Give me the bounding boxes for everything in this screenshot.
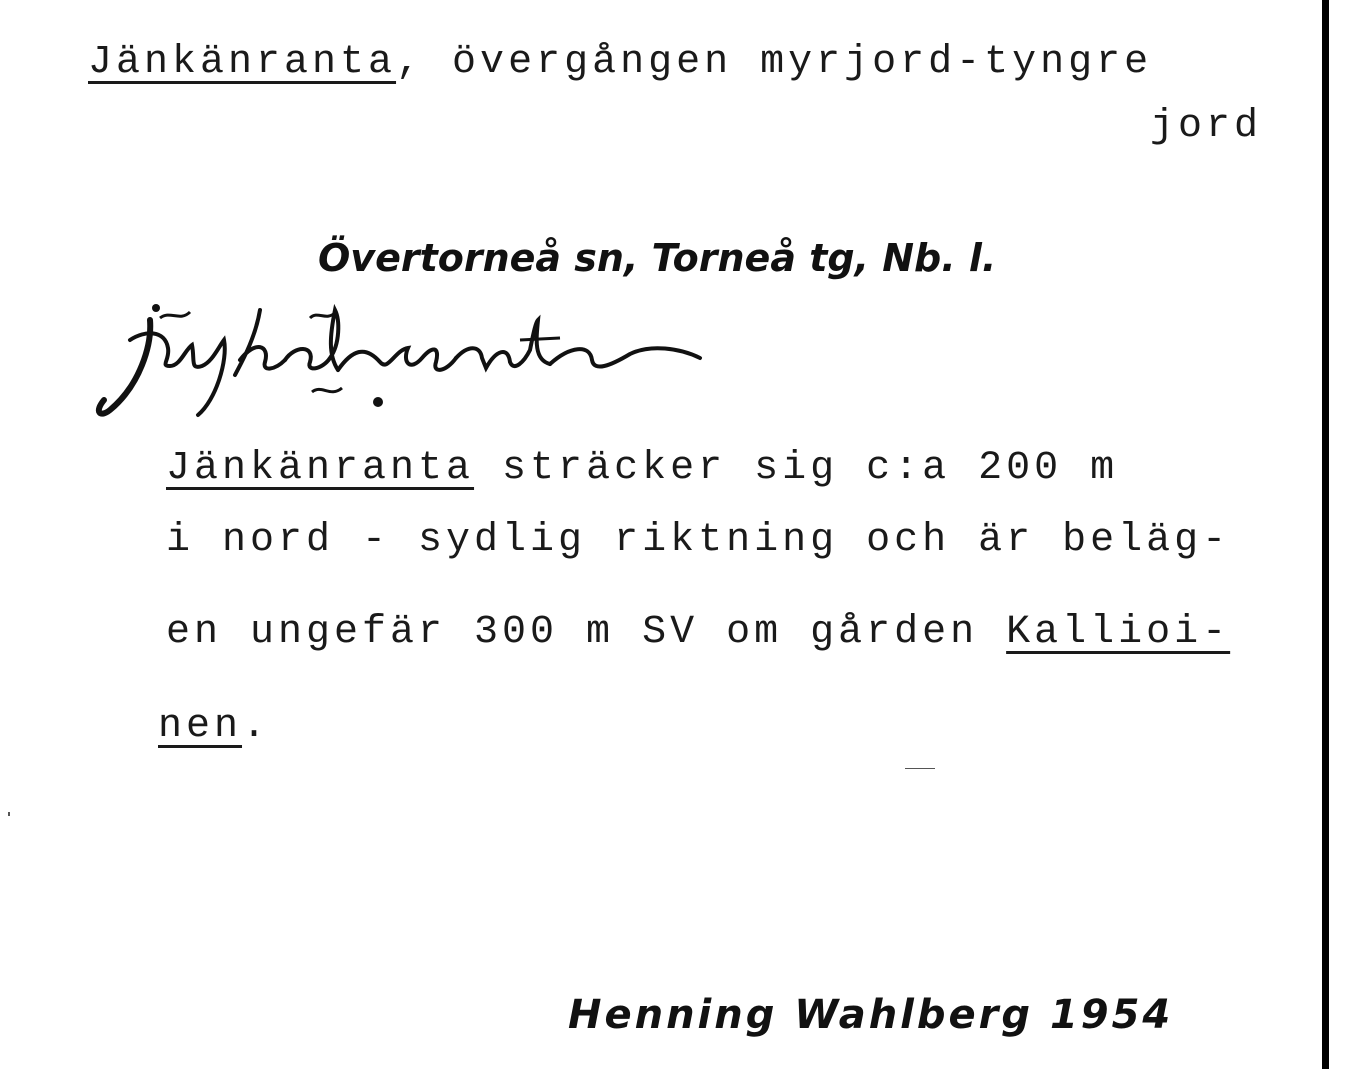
- body-line-4: [158, 704, 270, 749]
- body-term: Jänkänranta: [166, 446, 475, 491]
- signature: Henning Wahlberg 1954: [568, 992, 1174, 1038]
- body-line-1: [166, 446, 1118, 491]
- body-line-2: i nord - sydlig riktning och är beläg-: [166, 518, 1231, 563]
- scan-speck: [8, 812, 10, 816]
- heading-line-1: [88, 40, 1152, 85]
- body-line-4-end: .: [242, 704, 271, 749]
- farm-name-part2: nen: [158, 704, 243, 749]
- farm-name-part1: Kallioi-: [1006, 610, 1231, 655]
- heading-rest: , övergången myrjord-tyngre: [396, 40, 1153, 85]
- card-edge-line: [1322, 0, 1329, 1069]
- body-line-3-text: en ungefär 300 m SV om gården: [166, 610, 1007, 655]
- place-stamp: Övertorneå sn, Torneå tg, Nb. l.: [318, 236, 997, 280]
- heading-term: Jänkänranta: [88, 40, 397, 85]
- body-line-1-rest: sträcker sig c:a 200 m: [474, 446, 1119, 491]
- body-line-3: [166, 610, 1230, 655]
- handwritten-name: [90, 300, 730, 430]
- scan-speck: [905, 768, 935, 769]
- heading-line-2: jord: [1150, 104, 1263, 149]
